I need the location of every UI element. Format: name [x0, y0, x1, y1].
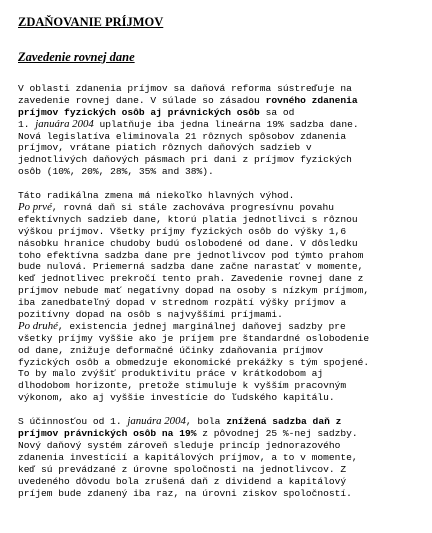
text-run: januára 2004	[127, 415, 186, 428]
text-run: Po druhé	[18, 319, 58, 332]
text-line	[18, 368, 418, 380]
text-run: výškou príjmov. Všetky príjmy fyzických osôb do výšky 1,6	[18, 225, 347, 237]
text-run: jednotlivých daňových pásmach pri dani z príjmov fyzických	[18, 154, 352, 166]
text-run: pozitívny dopad na osôb s najvyššími príjmami.	[18, 309, 283, 321]
text-run: uplatňuje iba jedna lineárna 19% sadzba dane.	[93, 118, 359, 130]
text-line	[18, 452, 418, 464]
text-line	[18, 440, 418, 452]
text-line	[18, 154, 418, 166]
paragraph-advantages	[18, 190, 418, 404]
text-line	[18, 95, 418, 107]
text-line	[18, 464, 418, 476]
text-run: bude nulová. Priemerná sadzba dane začne narastať v momente,	[18, 261, 364, 273]
text-run: toho efektívna sadzba dane pre jednotlivcov pod týmto prahom	[18, 249, 364, 261]
text-line	[18, 357, 418, 369]
text-run: príjmov nebude mať negatívny dopad na osoby s nízkym príjmom,	[18, 285, 370, 297]
text-run: efektívnych sadzieb dane, ktorú platia jednotlivci s rôznou	[18, 213, 358, 225]
text-run: Po prvé	[18, 201, 52, 214]
text-run: , rovná daň si stále zachováva progresívnu povahu	[51, 202, 334, 214]
text-line	[18, 190, 418, 202]
text-run: príjmov, vrátane piatich rôznych daňových sadzieb v	[18, 142, 312, 154]
text-line	[18, 297, 418, 309]
text-run: zdanenia investícií a kapitálových príjmov, a to v momente,	[18, 451, 358, 463]
text-line	[18, 238, 418, 250]
text-run: Nová legislatíva eliminovala 21 rôznych spôsobov zdanenia	[18, 130, 347, 142]
text-run: Nový daňový systém zároveň sleduje princíp jednorazového	[18, 439, 341, 451]
text-line	[18, 416, 418, 428]
text-run: januára 2004	[35, 117, 94, 130]
text-run: 1.	[18, 118, 36, 130]
text-line	[18, 309, 418, 321]
text-run: fyzických osôb a obmedzuje ekonomické prekážky s tým spojené.	[18, 356, 370, 368]
text-line	[18, 285, 418, 297]
text-run: od dane, znižuje deformačné účinky zdaňovania príjmov	[18, 344, 324, 356]
text-line	[18, 428, 418, 440]
text-run: zavedenie rovnej dane. V súlade so zásadou	[18, 94, 266, 106]
paragraph-flat-tax-introduction	[18, 83, 418, 178]
text-run: príjem bude zdanený iba raz, na úrovni ziskov spoločností.	[18, 487, 352, 499]
document-title: ZDAŇOVANIE PRÍJMOV	[18, 15, 164, 29]
document-page	[18, 14, 418, 499]
text-run: uvedeného dôvodu bola zrušená daň z dividend a kapitálový	[18, 475, 347, 487]
text-line	[18, 131, 418, 143]
text-line	[18, 119, 418, 131]
text-line	[18, 333, 418, 345]
text-run: keď jednotlivec prekročí tento prah. Zavedenie rovnej dane z	[18, 273, 364, 285]
text-run: násobku hranice chudoby budú oslobodené od dane. V dôsledku	[18, 237, 358, 249]
text-line	[18, 202, 418, 214]
text-run: rovného zdanenia	[265, 94, 358, 106]
text-run: keď sú prevádzané z úrovne spoločnosti na jednotlivcov. Z	[18, 463, 347, 475]
text-line	[18, 321, 418, 333]
text-line	[18, 226, 418, 238]
text-line	[18, 214, 418, 226]
text-run: osôb (10%, 20%, 28%, 35% and 38%).	[18, 166, 214, 178]
section-subtitle: Zavedenie rovnej dane	[18, 50, 135, 64]
text-line	[18, 83, 418, 95]
text-run: dlhodobom horizonte, pretože stimuluje k vyšším pracovným	[18, 380, 347, 392]
text-run: S účinnosťou od 1.	[18, 416, 128, 428]
text-run: príjmov právnických osôb na 19%	[18, 428, 197, 440]
text-run: Táto radikálna zmena má niekoľko hlavných výhod.	[18, 190, 295, 202]
text-run: , bola	[185, 416, 227, 428]
text-line	[18, 166, 418, 178]
text-line	[18, 345, 418, 357]
paragraph-corporate-tax	[18, 416, 418, 499]
text-run: iba zanedbateľný dopad v strednom rozpätí výšky príjmov a	[18, 297, 347, 309]
text-run: sa od	[259, 106, 295, 118]
text-run: , existencia jednej marginálnej daňovej sadzby pre	[57, 320, 346, 332]
text-line	[18, 142, 418, 154]
text-line	[18, 380, 418, 392]
text-run: príjmov fyzických osôb aj právnických osôb	[18, 106, 260, 118]
text-run: To by malo zvýšiť produktivitu práce v krátkodobom aj	[18, 368, 324, 380]
text-run: výkonom, ako aj vyššie investície do ľudského kapitálu.	[18, 392, 335, 404]
text-line	[18, 476, 418, 488]
text-line	[18, 392, 418, 404]
text-line	[18, 261, 418, 273]
text-run: všetky príjmy vyššie ako je príjem pre štandardné oslobodenie	[18, 332, 370, 344]
text-run: z pôvodnej 25 %-nej sadzby.	[196, 428, 358, 440]
text-line	[18, 273, 418, 285]
text-line	[18, 488, 418, 500]
text-run: znížená sadzba daň z	[226, 416, 342, 428]
text-line	[18, 250, 418, 262]
text-run: V oblasti zdanenia príjmov sa daňová reforma sústreďuje na	[18, 83, 352, 94]
